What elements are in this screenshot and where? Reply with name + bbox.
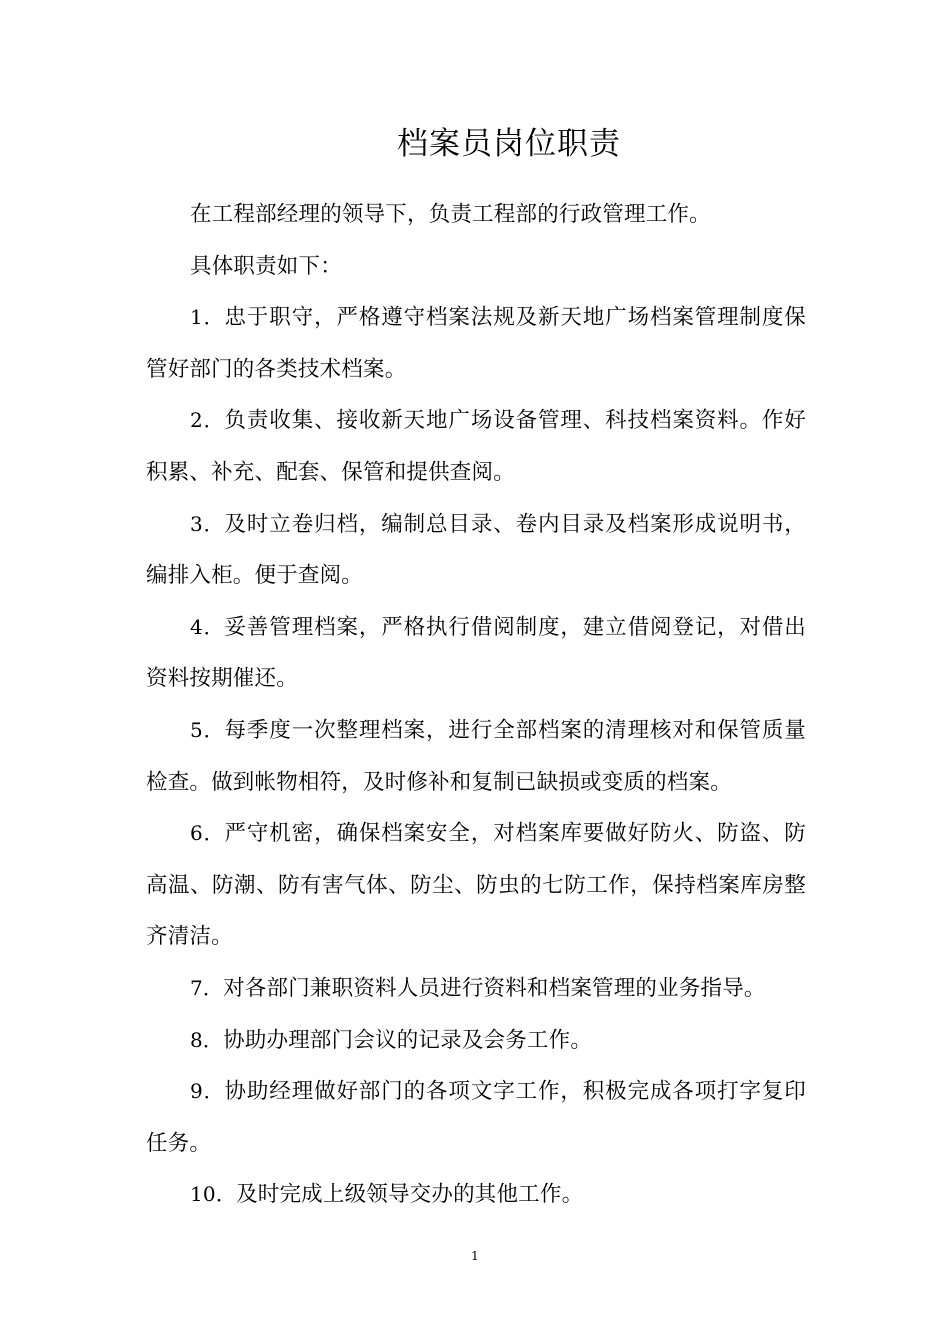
duty-item-4 xyxy=(146,602,806,705)
item-number: 10． xyxy=(190,1182,237,1207)
item-number: 1． xyxy=(190,305,225,330)
page-number: 1 xyxy=(471,1249,479,1263)
item-number: 2． xyxy=(190,408,225,433)
item-number: 5． xyxy=(190,717,225,742)
item-number: 9． xyxy=(190,1079,225,1104)
duty-item-9 xyxy=(146,1066,806,1169)
item-text: 协助办理部门会议的记录及会务工作。 xyxy=(223,1027,593,1053)
item-text: 负责收集、接收新天地广场设备管理、科技档案资料。作好积累、补充、配套、保管和提供查阅。 xyxy=(146,408,807,485)
item-number: 8． xyxy=(190,1027,224,1052)
duty-item-8 xyxy=(146,1015,806,1067)
duty-item-7 xyxy=(146,963,806,1015)
item-text: 妥善管理档案，严格执行借阅制度，建立借阅登记，对借出资料按期催还。 xyxy=(146,614,807,692)
duty-item-6 xyxy=(146,808,806,963)
document-body xyxy=(146,189,806,1221)
item-number: 6． xyxy=(190,821,225,846)
item-text: 严守机密，确保档案安全，对档案库要做好防火、防盗、防高温、防潮、防有害气体、防尘、防虫的七防工作，保持档案库房整齐清洁。 xyxy=(146,821,807,950)
duty-item-10 xyxy=(146,1169,806,1221)
item-text: 对各部门兼职资料人员进行资料和档案管理的业务指导。 xyxy=(223,975,766,1001)
item-text: 协助经理做好部门的各项文字工作，积极完成各项打字复印任务。 xyxy=(146,1079,807,1156)
duty-item-3 xyxy=(146,499,806,602)
item-number: 4． xyxy=(190,614,225,639)
item-number: 7． xyxy=(190,975,224,1000)
item-text: 及时立卷归档，编制总目录、卷内目录及档案形成说明书，编排入柜。便于查阅。 xyxy=(146,511,807,589)
subheading-paragraph: 具体职责如下： xyxy=(190,253,342,279)
item-text: 及时完成上级领导交办的其他工作。 xyxy=(236,1182,584,1208)
intro-paragraph: 在工程部经理的领导下，负责工程部的行政管理工作。 xyxy=(190,202,711,227)
duty-item-5 xyxy=(146,705,806,808)
duty-item-1 xyxy=(146,292,806,395)
item-text: 每季度一次整理档案，进行全部档案的清理核对和保管质量检查。做到帐物相符，及时修补和复制已缺损或变质的档案。 xyxy=(146,717,807,795)
duty-item-2 xyxy=(146,395,806,498)
document-title: 档案员岗位职责 xyxy=(397,126,621,162)
item-number: 3． xyxy=(190,511,225,536)
item-text: 忠于职守，严格遵守档案法规及新天地广场档案管理制度保管好部门的各类技术档案。 xyxy=(146,305,807,382)
